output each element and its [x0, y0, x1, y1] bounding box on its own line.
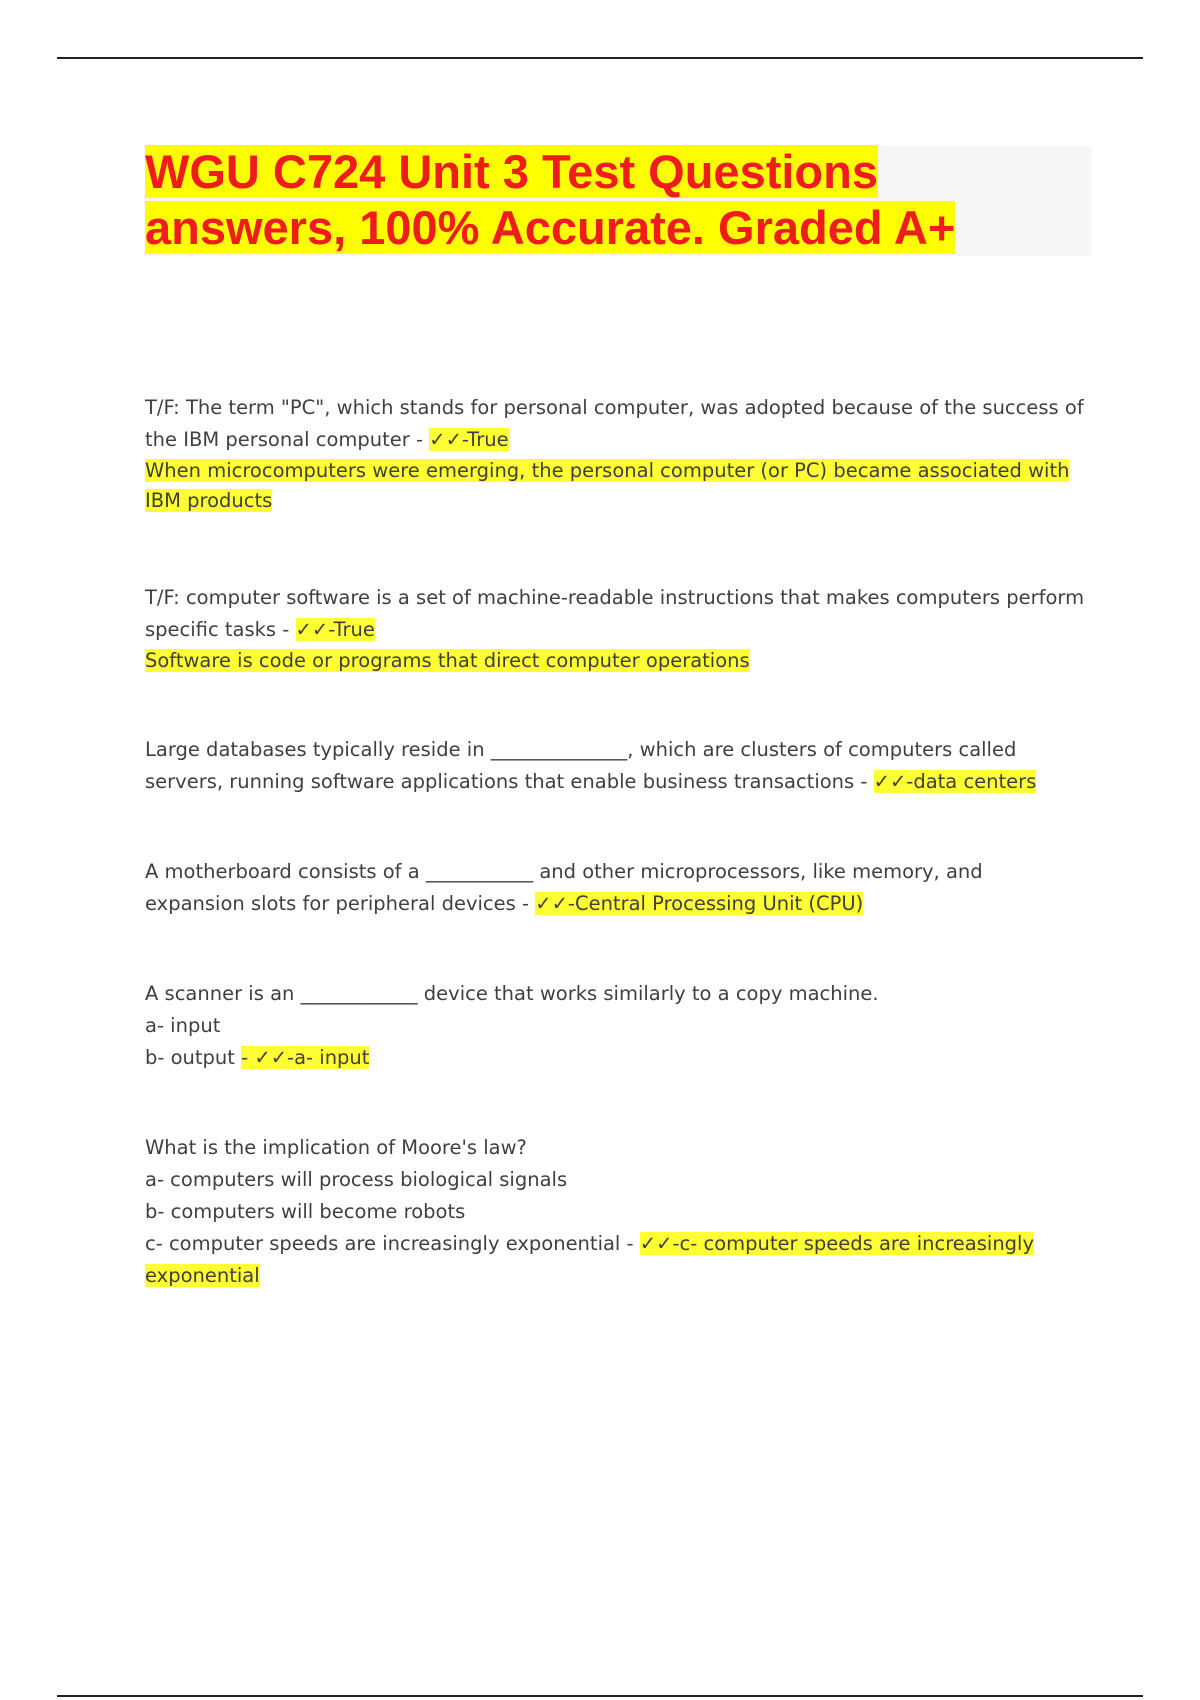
bottom-rule	[57, 1695, 1143, 1697]
option-a: a- computers will process biological signals	[145, 1168, 568, 1191]
question-4	[145, 856, 1085, 920]
option-c: c- computer speeds are increasingly exponential - ✓✓-c- computer speeds are increasingly exponential	[145, 1232, 1035, 1287]
question-text: T/F: The term "PC", which stands for personal computer, was adopted because of the success of the IBM personal computer - ✓✓-True	[145, 396, 1084, 451]
title-line-1: WGU C724 Unit 3 Test Questions	[145, 145, 878, 198]
question-6	[145, 1132, 1085, 1292]
answer-highlight: ✓✓-Central Processing Unit (CPU)	[535, 892, 864, 915]
question-text: A motherboard consists of a ___________ and other microprocessors, like memory, and expansion slots for peripheral devices - ✓✓-Central Processing Unit (CPU)	[145, 860, 983, 915]
option-b: b- computers will become robots	[145, 1200, 466, 1223]
question-text: T/F: computer software is a set of machine-readable instructions that makes computers perform specific tasks - ✓✓-True	[145, 586, 1085, 641]
question-text: A scanner is an ____________ device that works similarly to a copy machine.	[145, 982, 879, 1005]
question-2	[145, 582, 1085, 676]
question-list	[145, 392, 1085, 1292]
title-line-2: answers, 100% Accurate. Graded A+	[145, 201, 956, 254]
document-title	[145, 144, 955, 256]
top-rule	[57, 57, 1143, 59]
question-5	[145, 978, 1085, 1074]
answer-highlight: ✓✓-True	[429, 428, 509, 451]
question-text: What is the implication of Moore's law?	[145, 1136, 527, 1159]
answer-highlight: - ✓✓-a- input	[241, 1046, 370, 1069]
question-3	[145, 734, 1085, 798]
answer-highlight: ✓✓-c- computer speeds are increasingly exponential	[145, 1232, 1035, 1287]
question-text: Large databases typically reside in ______________, which are clusters of computers called servers, running software applications that enable business transactions - ✓✓-data centers	[145, 738, 1037, 793]
question-1	[145, 392, 1085, 516]
answer-highlight: ✓✓-data centers	[873, 770, 1037, 793]
option-b: b- output - ✓✓-a- input	[145, 1046, 370, 1069]
answer-highlight: ✓✓-True	[295, 618, 375, 641]
explanation: Software is code or programs that direct computer operations	[145, 649, 750, 672]
explanation: When microcomputers were emerging, the personal computer (or PC) became associated with IBM products	[145, 459, 1070, 512]
option-a: a- input	[145, 1014, 221, 1037]
